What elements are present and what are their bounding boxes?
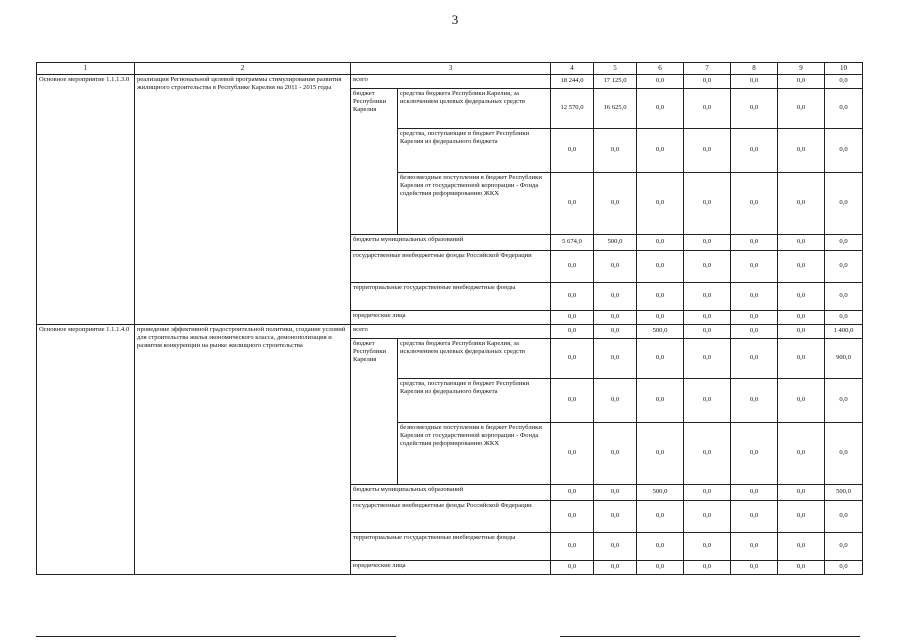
amount-cell: 0,0 <box>778 128 825 172</box>
column-header: 4 <box>551 63 594 75</box>
amount-cell: 0,0 <box>731 500 778 532</box>
amount-cell: 0,0 <box>684 250 731 282</box>
amount-cell: 0,0 <box>594 282 637 310</box>
amount-cell: 0,0 <box>778 310 825 324</box>
column-header: 9 <box>778 63 825 75</box>
amount-cell: 0,0 <box>551 338 594 378</box>
funding-source-label: юридические лица <box>351 560 551 574</box>
amount-cell: 0,0 <box>637 532 684 560</box>
amount-cell: 0,0 <box>684 560 731 574</box>
funding-source-label: территориальные государственные внебюджетные фонды <box>351 282 551 310</box>
amount-cell: 0,0 <box>637 250 684 282</box>
amount-cell: 0,0 <box>825 500 863 532</box>
funding-source-label: безвозмездные поступления в бюджет Республики Карелия от государственной корпорации - Фонда содействия реформированию ЖКХ <box>398 422 551 484</box>
amount-cell: 500,0 <box>637 484 684 500</box>
regional-budget-label: бюджет Республики Карелия <box>351 88 398 234</box>
amount-cell: 900,0 <box>825 338 863 378</box>
amount-cell: 0,0 <box>684 88 731 128</box>
amount-cell: 0,0 <box>684 532 731 560</box>
amount-cell: 0,0 <box>551 128 594 172</box>
amount-cell: 0,0 <box>731 310 778 324</box>
amount-cell: 0,0 <box>825 422 863 484</box>
amount-cell: 0,0 <box>684 338 731 378</box>
amount-cell: 0,0 <box>778 532 825 560</box>
amount-cell: 0,0 <box>825 88 863 128</box>
page-number: 3 <box>451 12 459 27</box>
financing-table <box>36 62 863 575</box>
amount-cell: 500,0 <box>825 484 863 500</box>
amount-cell: 0,0 <box>684 310 731 324</box>
column-header: 1 <box>37 63 135 75</box>
funding-source-label: всего <box>351 74 551 88</box>
amount-cell: 0,0 <box>731 378 778 422</box>
funding-source-label: государственные внебюджетные фонды Российской Федерации <box>351 250 551 282</box>
amount-cell: 0,0 <box>637 74 684 88</box>
regional-budget-label: бюджет Республики Карелия <box>351 338 398 484</box>
amount-cell: 0,0 <box>731 422 778 484</box>
amount-cell: 0,0 <box>637 282 684 310</box>
amount-cell: 0,0 <box>684 378 731 422</box>
amount-cell: 0,0 <box>594 500 637 532</box>
amount-cell: 0,0 <box>594 250 637 282</box>
amount-cell: 0,0 <box>731 172 778 234</box>
amount-cell: 16 625,0 <box>594 88 637 128</box>
amount-cell: 0,0 <box>731 282 778 310</box>
amount-cell: 0,0 <box>637 422 684 484</box>
amount-cell: 0,0 <box>684 282 731 310</box>
amount-cell: 0,0 <box>825 310 863 324</box>
column-header: 8 <box>731 63 778 75</box>
amount-cell: 0,0 <box>825 172 863 234</box>
amount-cell: 0,0 <box>684 500 731 532</box>
amount-cell: 0,0 <box>551 324 594 338</box>
amount-cell: 0,0 <box>731 484 778 500</box>
amount-cell: 0,0 <box>637 560 684 574</box>
amount-cell: 0,0 <box>778 282 825 310</box>
measure-title: реализация Региональной целевой программы стимулирования развития жилищного строительства в Республике Карелия на 2011 - 2015 годы <box>135 74 351 324</box>
funding-source-label: государственные внебюджетные фонды Российской Федерации <box>351 500 551 532</box>
amount-cell: 0,0 <box>825 74 863 88</box>
amount-cell: 0,0 <box>594 532 637 560</box>
amount-cell: 0,0 <box>551 532 594 560</box>
amount-cell: 0,0 <box>778 484 825 500</box>
amount-cell: 0,0 <box>778 324 825 338</box>
amount-cell: 0,0 <box>551 310 594 324</box>
amount-cell: 0,0 <box>637 234 684 250</box>
funding-source-label: безвозмездные поступления в бюджет Республики Карелия от государственной корпорации - Фонда содействия реформированию ЖКХ <box>398 172 551 234</box>
amount-cell: 0,0 <box>551 282 594 310</box>
amount-cell: 0,0 <box>551 500 594 532</box>
amount-cell: 0,0 <box>731 532 778 560</box>
amount-cell: 0,0 <box>825 378 863 422</box>
funding-source-label: бюджеты муниципальных образований <box>351 484 551 500</box>
column-header: 2 <box>135 63 351 75</box>
amount-cell: 0,0 <box>551 422 594 484</box>
amount-cell: 0,0 <box>637 172 684 234</box>
amount-cell: 0,0 <box>551 560 594 574</box>
amount-cell: 0,0 <box>551 484 594 500</box>
table-row <box>37 74 863 88</box>
funding-source-label: юридические лица <box>351 310 551 324</box>
amount-cell: 0,0 <box>778 88 825 128</box>
funding-source-label: средства бюджета Республики Карелия, за исключением целевых федеральных средств <box>398 88 551 128</box>
amount-cell: 0,0 <box>825 560 863 574</box>
amount-cell: 0,0 <box>637 310 684 324</box>
amount-cell: 0,0 <box>731 128 778 172</box>
funding-source-label: всего <box>351 324 551 338</box>
amount-cell: 0,0 <box>594 310 637 324</box>
header-row <box>37 63 863 75</box>
amount-cell: 0,0 <box>731 324 778 338</box>
amount-cell: 0,0 <box>637 88 684 128</box>
amount-cell: 0,0 <box>684 172 731 234</box>
amount-cell: 0,0 <box>594 560 637 574</box>
amount-cell: 1 400,0 <box>825 324 863 338</box>
amount-cell: 0,0 <box>637 338 684 378</box>
column-header: 3 <box>351 63 551 75</box>
amount-cell: 0,0 <box>731 88 778 128</box>
amount-cell: 0,0 <box>825 532 863 560</box>
bottom-rule-left <box>36 636 396 637</box>
amount-cell: 0,0 <box>778 250 825 282</box>
amount-cell: 0,0 <box>778 338 825 378</box>
amount-cell: 0,0 <box>594 324 637 338</box>
amount-cell: 0,0 <box>731 338 778 378</box>
amount-cell: 0,0 <box>594 422 637 484</box>
amount-cell: 0,0 <box>778 74 825 88</box>
amount-cell: 0,0 <box>684 484 731 500</box>
amount-cell: 0,0 <box>551 250 594 282</box>
amount-cell: 0,0 <box>778 560 825 574</box>
amount-cell: 0,0 <box>684 128 731 172</box>
column-header: 10 <box>825 63 863 75</box>
amount-cell: 0,0 <box>684 422 731 484</box>
amount-cell: 0,0 <box>551 378 594 422</box>
amount-cell: 0,0 <box>825 234 863 250</box>
amount-cell: 500,0 <box>637 324 684 338</box>
amount-cell: 0,0 <box>684 234 731 250</box>
amount-cell: 0,0 <box>637 500 684 532</box>
funding-source-label: средства бюджета Республики Карелия, за исключением целевых федеральных средств <box>398 338 551 378</box>
column-header: 5 <box>594 63 637 75</box>
amount-cell: 0,0 <box>778 172 825 234</box>
amount-cell: 17 125,0 <box>594 74 637 88</box>
measure-title: проведение эффективной градостроительной политики, создание условий для строительства жилья экономического класса, демонополизация и развития конкуренции на рынке жилищного строительства <box>135 324 351 574</box>
amount-cell: 0,0 <box>731 74 778 88</box>
amount-cell: 0,0 <box>594 128 637 172</box>
amount-cell: 0,0 <box>637 378 684 422</box>
amount-cell: 12 570,0 <box>551 88 594 128</box>
amount-cell: 0,0 <box>731 250 778 282</box>
amount-cell: 0,0 <box>731 560 778 574</box>
amount-cell: 0,0 <box>684 74 731 88</box>
amount-cell: 0,0 <box>594 484 637 500</box>
amount-cell: 0,0 <box>637 128 684 172</box>
column-header: 7 <box>684 63 731 75</box>
measure-code: Основное мероприятие 1.1.1.4.0 <box>37 324 135 574</box>
amount-cell: 0,0 <box>825 250 863 282</box>
bottom-rule-right <box>560 636 860 637</box>
amount-cell: 0,0 <box>825 282 863 310</box>
amount-cell: 0,0 <box>551 172 594 234</box>
amount-cell: 5 674,0 <box>551 234 594 250</box>
amount-cell: 0,0 <box>778 422 825 484</box>
funding-source-label: средства, поступающие в бюджет Республики Карелия из федерального бюджета <box>398 128 551 172</box>
amount-cell: 0,0 <box>778 234 825 250</box>
funding-source-label: территориальные государственные внебюджетные фонды <box>351 532 551 560</box>
amount-cell: 0,0 <box>594 172 637 234</box>
amount-cell: 0,0 <box>684 324 731 338</box>
column-header: 6 <box>637 63 684 75</box>
amount-cell: 18 244,0 <box>551 74 594 88</box>
table-row <box>37 324 863 338</box>
measure-code: Основное мероприятие 1.1.1.3.0 <box>37 74 135 324</box>
amount-cell: 500,0 <box>594 234 637 250</box>
amount-cell: 0,0 <box>594 338 637 378</box>
funding-source-label: бюджеты муниципальных образований <box>351 234 551 250</box>
amount-cell: 0,0 <box>778 500 825 532</box>
amount-cell: 0,0 <box>731 234 778 250</box>
amount-cell: 0,0 <box>778 378 825 422</box>
funding-source-label: средства, поступающие в бюджет Республики Карелия из федерального бюджета <box>398 378 551 422</box>
amount-cell: 0,0 <box>594 378 637 422</box>
amount-cell: 0,0 <box>825 128 863 172</box>
